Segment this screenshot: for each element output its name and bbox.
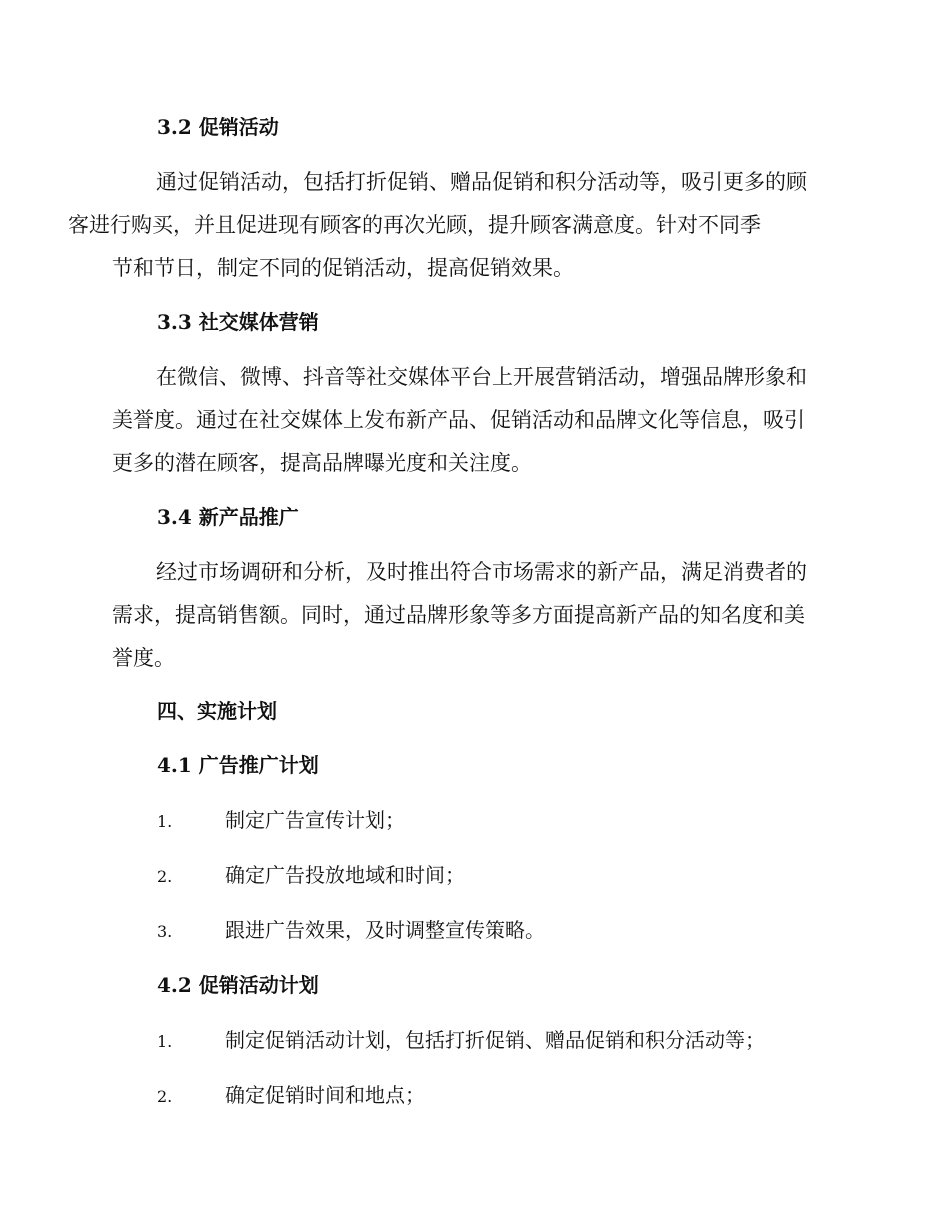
list-item — [157, 806, 405, 836]
list-text: 跟进广告效果，及时调整宣传策略。 — [225, 918, 545, 942]
list-item — [157, 916, 545, 946]
section-paragraph-3-4 — [112, 551, 832, 680]
list-item — [157, 861, 465, 891]
plan-heading-4-1: 4.1 广告推广计划 — [157, 753, 319, 777]
list-text: 制定广告宣传计划； — [225, 808, 405, 832]
section-heading-3-4: 3.4 新产品推广 — [157, 505, 299, 529]
section-paragraph-3-2 — [68, 161, 832, 290]
paragraph-line: 誉度。 — [112, 646, 175, 670]
plan-heading-4-2: 4.2 促销活动计划 — [157, 973, 319, 997]
paragraph-line: 通过促销活动，包括打折促销、赠品促销和积分活动等，吸引更多的顾 — [156, 170, 807, 194]
list-number: 2. — [157, 1087, 173, 1106]
section-heading-3-3: 3.3 社交媒体营销 — [157, 310, 319, 334]
list-text: 制定促销活动计划，包括打折促销、赠品促销和积分活动等； — [225, 1028, 765, 1052]
paragraph-line: 在微信、微博、抖音等社交媒体平台上开展营销活动，增强品牌形象和 — [156, 365, 807, 389]
paragraph-line: 美誉度。通过在社交媒体上发布新产品、促销活动和品牌文化等信息，吸引 — [112, 408, 805, 432]
list-number: 2. — [157, 867, 173, 886]
list-number: 3. — [157, 922, 173, 941]
list-number: 1. — [157, 812, 173, 831]
paragraph-line: 更多的潜在顾客，提高品牌曝光度和关注度。 — [112, 451, 532, 475]
list-text: 确定促销时间和地点； — [225, 1083, 425, 1107]
paragraph-line: 客进行购买，并且促进现有顾客的再次光顾，提升顾客满意度。针对不同季 — [68, 213, 761, 237]
list-text: 确定广告投放地域和时间； — [225, 863, 465, 887]
paragraph-line: 经过市场调研和分析，及时推出符合市场需求的新产品，满足消费者的 — [156, 560, 807, 584]
list-item — [157, 1026, 765, 1056]
section-heading-3-2: 3.2 促销活动 — [157, 115, 279, 139]
paragraph-line: 需求，提高销售额。同时，通过品牌形象等多方面提高新产品的知名度和美 — [112, 603, 805, 627]
paragraph-line: 节和节日，制定不同的促销活动，提高促销效果。 — [112, 256, 574, 280]
list-number: 1. — [157, 1032, 173, 1051]
list-item — [157, 1081, 425, 1111]
section-paragraph-3-3 — [112, 356, 832, 485]
chapter-heading: 四、实施计划 — [157, 699, 277, 723]
